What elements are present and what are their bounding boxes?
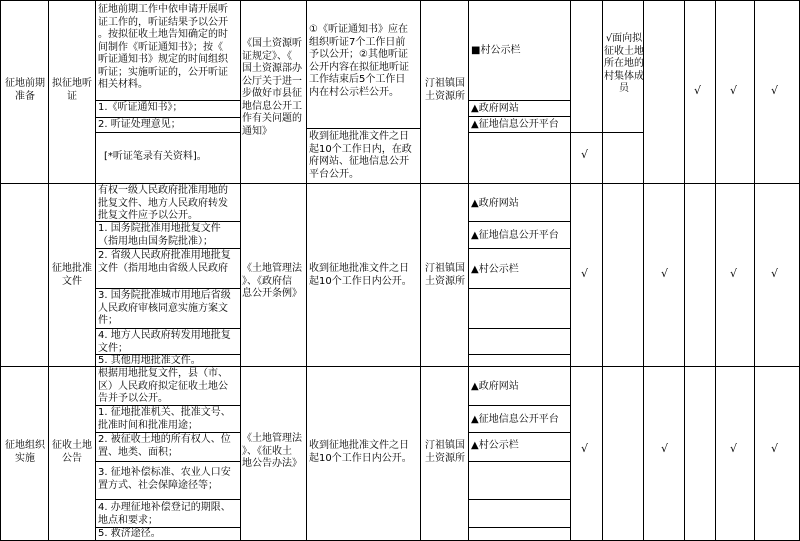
channel-item: ▲征地信息公开平台: [471, 414, 559, 425]
column-divider: [306, 0, 307, 541]
column-divider: [715, 0, 716, 541]
column-divider: [95, 0, 96, 541]
check-mark: √: [730, 84, 738, 97]
content-item: 2. 听证处理意见；: [98, 119, 181, 130]
agency-text: 汀祖镇国 土资源所: [425, 263, 465, 287]
channel-item: ▲村公示栏: [471, 264, 519, 275]
check-mark: √: [581, 148, 589, 161]
check-mark: √: [771, 442, 779, 455]
check-mark: √: [730, 267, 738, 280]
channel-item: ▲征地信息公开平台: [471, 119, 559, 130]
channel-item: ■村公示栏: [471, 45, 521, 56]
content-item: 5. 救济途径。: [98, 528, 161, 539]
channel-item: ▲村公示栏: [471, 440, 519, 451]
basis-text: 《国土资源听 证规定》、《 国土资源部办 公厅关于进一 步做好市县征 地信息公开工 作有关问题的 通知》: [242, 38, 302, 137]
column-divider: [420, 0, 421, 541]
column-divider: [48, 0, 49, 541]
check-mark: √: [661, 442, 669, 455]
check-mark: √: [771, 84, 779, 97]
content-item: 1. 征地批准机关、批准文号、 批准时间和批准用途；: [98, 407, 231, 431]
deadline-text: 收到征地批准文件之日 起10个工作日内公开。: [309, 440, 412, 464]
deadline-text: 收到征地批准文件之日 起10个工作日内，在政 府网站、征地信息公开 平台公开。: [309, 131, 412, 180]
content-item: 2. 省级人民政府批准用地批复 文件（指用地由省级人民政府: [98, 250, 231, 274]
check-mark: √: [661, 267, 669, 280]
scope-note: √面向拟 征收土地 所在地的 村集体成 员: [604, 33, 644, 94]
column-divider: [0, 0, 1, 541]
channel-item: ▲政府网站: [471, 381, 519, 392]
basis-text: 《土地管理法 》、《征收土 地公告办法》: [242, 433, 302, 469]
table-top-border: [0, 0, 800, 1]
content-intro: 有权一级人民政府批准用地的 批复文件、地方人民政府转发 批复文件应予以公开。: [98, 185, 228, 221]
agency-text: 汀祖镇国 土资源所: [425, 440, 465, 464]
stage-label: 征地前期 准备: [5, 78, 45, 102]
content-intro: 征地前期工作中依申请开展听 证工作的，听证结果予以公开 。按拟征收土地告知确定的时 间制作《听证通知书》；按《 听证通知书》规定的时间组织 听证；实施听证的，公开听证 相关材料。: [98, 4, 228, 90]
content-item: 2. 被征收土地的所有权人、位 置、地类、面积；: [98, 434, 231, 458]
check-mark: √: [581, 267, 589, 280]
column-divider: [570, 0, 571, 541]
row-divider: [0, 183, 800, 184]
content-item: 1. 国务院批准用地批复文件 （指用地由国务院批准）；: [98, 223, 221, 247]
item-label: 征地批准 文件: [52, 263, 92, 287]
column-divider: [602, 0, 603, 541]
agency-text: 汀祖镇国 土资源所: [425, 78, 465, 102]
check-mark: √: [730, 442, 738, 455]
content-item: 5. 其他用地批准文件。: [98, 355, 201, 366]
content-item: 3. 国务院批准城市用地后省级 人民政府审核同意实施方案文 件；: [98, 290, 231, 326]
column-divider: [754, 0, 755, 541]
check-mark: √: [694, 84, 702, 97]
deadline-text: ①《听证通知书》应在 组织听证7个工作日前 予以公开；②其他听证 公开内容在拟征地听证 工作结束后5个工作日 内在村公示栏公开。: [309, 24, 409, 98]
column-divider: [468, 0, 469, 541]
content-item: 4. 地方人民政府转发用地批复 文件；: [98, 330, 231, 354]
content-item: 3. 征地补偿标准、农业人口安 置方式、社会保障途径等；: [98, 467, 231, 491]
channel-item: ▲政府网站: [471, 198, 519, 209]
check-mark: √: [581, 442, 589, 455]
check-mark: √: [771, 267, 779, 280]
content-item: 1.《听证通知书》；: [98, 102, 183, 113]
content-intro: 根据用地批复文件，县（市、 区）人民政府拟定征收土地公 告并予以公开。: [98, 368, 228, 404]
content-item: 4. 办理征地补偿登记的期限、 地点和要求；: [98, 502, 231, 526]
stage-label: 征地组织 实施: [5, 440, 45, 464]
channel-item: ▲征地信息公开平台: [471, 230, 559, 241]
item-label: 拟征地听 证: [52, 78, 92, 102]
content-item: [*听证笔录有关资料]。: [104, 151, 207, 162]
column-divider: [684, 0, 685, 541]
column-divider: [240, 0, 241, 541]
channel-item: ▲政府网站: [471, 103, 519, 114]
deadline-text: 收到征地批准文件之日 起10个工作日内公开。: [309, 263, 412, 287]
basis-text: 《土地管理法 》、《政府信 息公开条例》: [242, 263, 302, 299]
item-label: 征收土地 公告: [52, 440, 92, 464]
